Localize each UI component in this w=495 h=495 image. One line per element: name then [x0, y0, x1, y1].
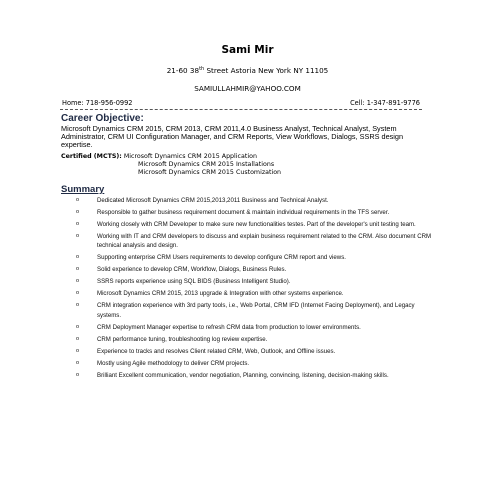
- summary-heading: Summary: [61, 184, 105, 195]
- phone-line: [62, 99, 420, 107]
- summary-item: [60, 253, 440, 262]
- summary-item-text: Microsoft Dynamics CRM 2015, 2013 upgrade & Integration with other systems experience.: [97, 290, 344, 298]
- bullet-icon: o: [76, 266, 80, 273]
- bullet-icon: o: [76, 347, 80, 354]
- objective-text: Microsoft Dynamics CRM 2015, CRM 2013, CRM 2011,4.0 Business Analyst, Technical Analyst, System Administrator, CRM UI Configuration Manager, and CRM Reports, View Workflows, Dialogs, SSRS design expertise.: [61, 124, 404, 150]
- header-divider: [60, 109, 422, 110]
- cert-label: Certified (MCTS):: [61, 153, 122, 160]
- address-ordinal: th: [199, 66, 205, 72]
- bullet-icon: o: [76, 359, 80, 366]
- summary-item: [60, 347, 440, 356]
- summary-item: [60, 371, 440, 380]
- bullet-icon: o: [76, 302, 80, 309]
- summary-item-text: Dedicated Microsoft Dynamics CRM 2015,2013,2011 Business and Technical Analyst.: [97, 197, 329, 204]
- cert-item: Microsoft Dynamics CRM 2015 Application: [123, 153, 257, 160]
- cert-item: Microsoft Dynamics CRM 2015 Installations: [138, 160, 275, 168]
- email-address: SAMIULLAHMIR@YAHOO.COM: [194, 84, 301, 93]
- objective-heading: Career Objective:: [61, 113, 144, 124]
- bullet-icon: o: [76, 197, 80, 203]
- bullet-icon: o: [76, 278, 80, 285]
- summary-item-text: Supporting enterprise CRM Users requirements to develop configure CRM report and views.: [97, 254, 346, 262]
- summary-item-text: Working with IT and CRM developers to discuss and explain business requirement related to the CRM. Also document CRM technical analysis and design.: [97, 233, 432, 250]
- cert-item: Microsoft Dynamics CRM 2015 Customization: [138, 168, 282, 176]
- bullet-icon: o: [76, 254, 80, 261]
- summary-list: [60, 196, 440, 383]
- summary-item-text: CRM Deployment Manager expertise to refresh CRM data from production to lower environments.: [97, 323, 361, 331]
- cert-line: [61, 153, 281, 161]
- summary-item: [60, 220, 440, 229]
- summary-item: [60, 335, 440, 344]
- summary-item-text: Responsible to gather business requirement document & maintain individual requirements in the TFS server.: [97, 209, 390, 216]
- summary-item-text: Working closely with CRM Developer to make sure new functionalities testes. Part of the developer's unit testing team.: [97, 221, 416, 228]
- bullet-icon: o: [76, 290, 80, 297]
- summary-item: [60, 359, 440, 368]
- certifications: [61, 153, 281, 176]
- summary-item: [60, 196, 440, 205]
- bullet-icon: o: [76, 323, 80, 330]
- bullet-icon: o: [76, 221, 80, 227]
- summary-item-text: Mostly using Agile methodology to deliver CRM projects.: [97, 359, 250, 367]
- bullet-icon: o: [76, 233, 80, 239]
- summary-item-text: Experience to tracks and resolves Client related CRM, Web, Outlook, and Offline issues.: [97, 347, 336, 355]
- summary-item-text: Brilliant Excellent communication, vendor negotiation, Planning, convincing, listening, decision-making skills.: [97, 371, 389, 379]
- summary-item: [60, 232, 440, 251]
- address-end: Street Astoria New York NY 11105: [204, 66, 329, 75]
- summary-item: [60, 323, 440, 332]
- address-line: [0, 66, 495, 75]
- home-phone: Home: 718-956-0992: [62, 99, 133, 107]
- summary-item: [60, 277, 440, 286]
- summary-item: [60, 289, 440, 298]
- summary-item-text: Solid experience to develop CRM, Workflow, Dialogs, Business Rules.: [97, 266, 287, 274]
- summary-item: [60, 208, 440, 217]
- summary-item-text: CRM performance tuning, troubleshooting log review expertise.: [97, 335, 268, 343]
- candidate-name: Sami Mir: [221, 44, 274, 56]
- summary-item-text: CRM integration experience with 3rd party tools, i.e., Web Portal, CRM IFD (Internet Facing Deployment), and Legacy systems.: [97, 302, 415, 319]
- summary-item-text: SSRS reports experience using SQL BIDS (Business Intelligent Studio).: [97, 278, 291, 286]
- bullet-icon: o: [76, 371, 80, 378]
- bullet-icon: o: [76, 335, 80, 342]
- cell-phone: Cell: 1-347-891-9776: [350, 99, 420, 107]
- address-start: 21-60 38: [166, 66, 200, 75]
- summary-item: [60, 301, 440, 320]
- bullet-icon: o: [76, 209, 80, 215]
- summary-item: [60, 265, 440, 274]
